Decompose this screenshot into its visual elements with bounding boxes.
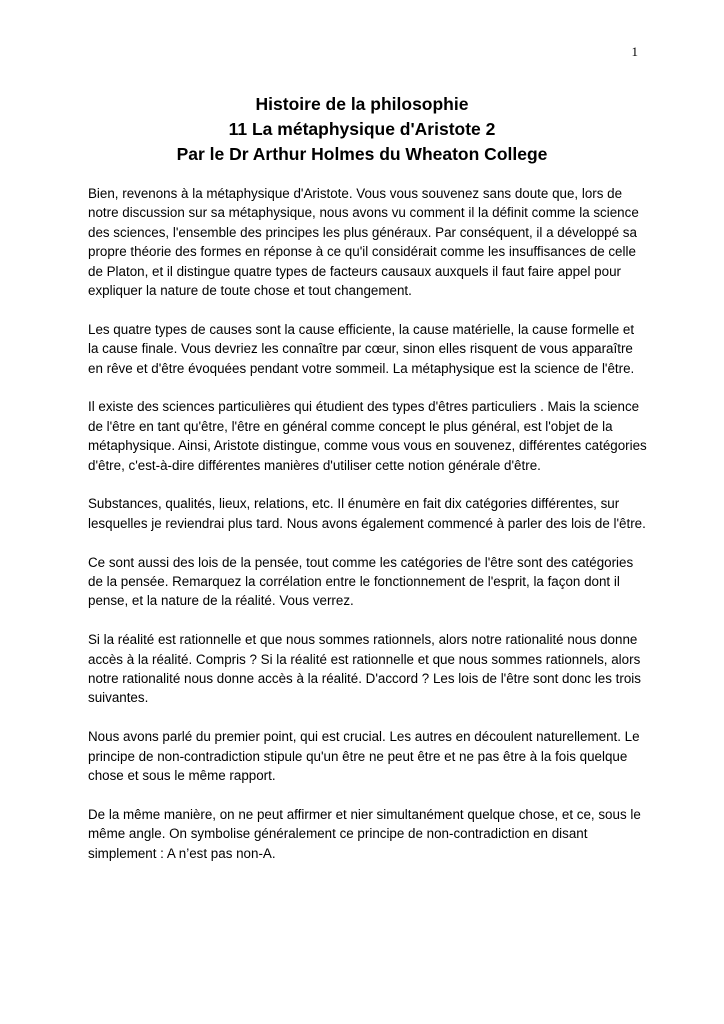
paragraph: Substances, qualités, lieux, relations, etc. Il énumère en fait dix catégories différentes, sur lesquelles je reviendrai plus tard. Nous avons également commencé à parler des lois de l'être.	[88, 496, 646, 531]
title-line-series: Histoire de la philosophie	[255, 94, 469, 114]
document-body	[88, 184, 648, 883]
page-number: 1	[631, 44, 638, 59]
paragraph: Nous avons parlé du premier point, qui est crucial. Les autres en découlent naturellement. Le principe de non-contradiction stipule qu'un être ne peut être et ne pas être à la fois quelque chose et sous le même rapport.	[88, 729, 640, 784]
paragraph: De la même manière, on ne peut affirmer et nier simultanément quelque chose, et ce, sous le même angle. On symbolise généralement ce principe de non-contradiction en disant simplement : A n’est pas non-A.	[88, 806, 641, 861]
paragraph: Si la réalité est rationnelle et que nous sommes rationnels, alors notre rationalité nous donne accès à la réalité. Compris ? Si la réalité est rationnelle et que nous sommes rationnels, alors notre rationalité nous donne accès à la réalité. D'accord ? Les lois de l'être sont donc les trois suivantes.	[88, 632, 641, 706]
document-title	[0, 92, 724, 167]
paragraph: Il existe des sciences particulières qui étudient des types d'êtres particuliers . Mais la science de l'être en tant qu'être, l'être en général comme concept le plus général, est l'objet de la métaphysique. Ainsi, Aristote distingue, comme vous vous en souvenez, différentes catégories d'être, c'est-à-dire différentes manières d'utiliser cette notion générale d'être.	[88, 399, 647, 473]
title-line-lecture: 11 La métaphysique d'Aristote 2	[228, 119, 496, 139]
paragraph: Bien, revenons à la métaphysique d'Aristote. Vous vous souvenez sans doute que, lors de notre discussion sur sa métaphysique, nous avons vu comment il la définit comme la science des sciences, l'ensemble des principes les plus généraux. Par conséquent, il a développé sa propre théorie des formes en réponse à ce qu'il considérait comme les insuffisances de celle de Platon, et il distingue quatre types de facteurs causaux auxquels il faut faire appel pour expliquer la nature de toute chose et tout changement.	[88, 186, 639, 299]
paragraph: Les quatre types de causes sont la cause efficiente, la cause matérielle, la cause formelle et la cause finale. Vous devriez les connaître par cœur, sinon elles risquent de vous apparaître en rêve et d'être évoquées pendant votre sommeil. La métaphysique est la science de l'être.	[88, 321, 635, 376]
title-line-author: Par le Dr Arthur Holmes du Wheaton College	[176, 144, 548, 164]
paragraph: Ce sont aussi des lois de la pensée, tout comme les catégories de l'être sont des catégories de la pensée. Remarquez la corrélation entre le fonctionnement de l'esprit, la façon dont il pense, et la nature de la réalité. Vous verrez.	[88, 554, 634, 609]
